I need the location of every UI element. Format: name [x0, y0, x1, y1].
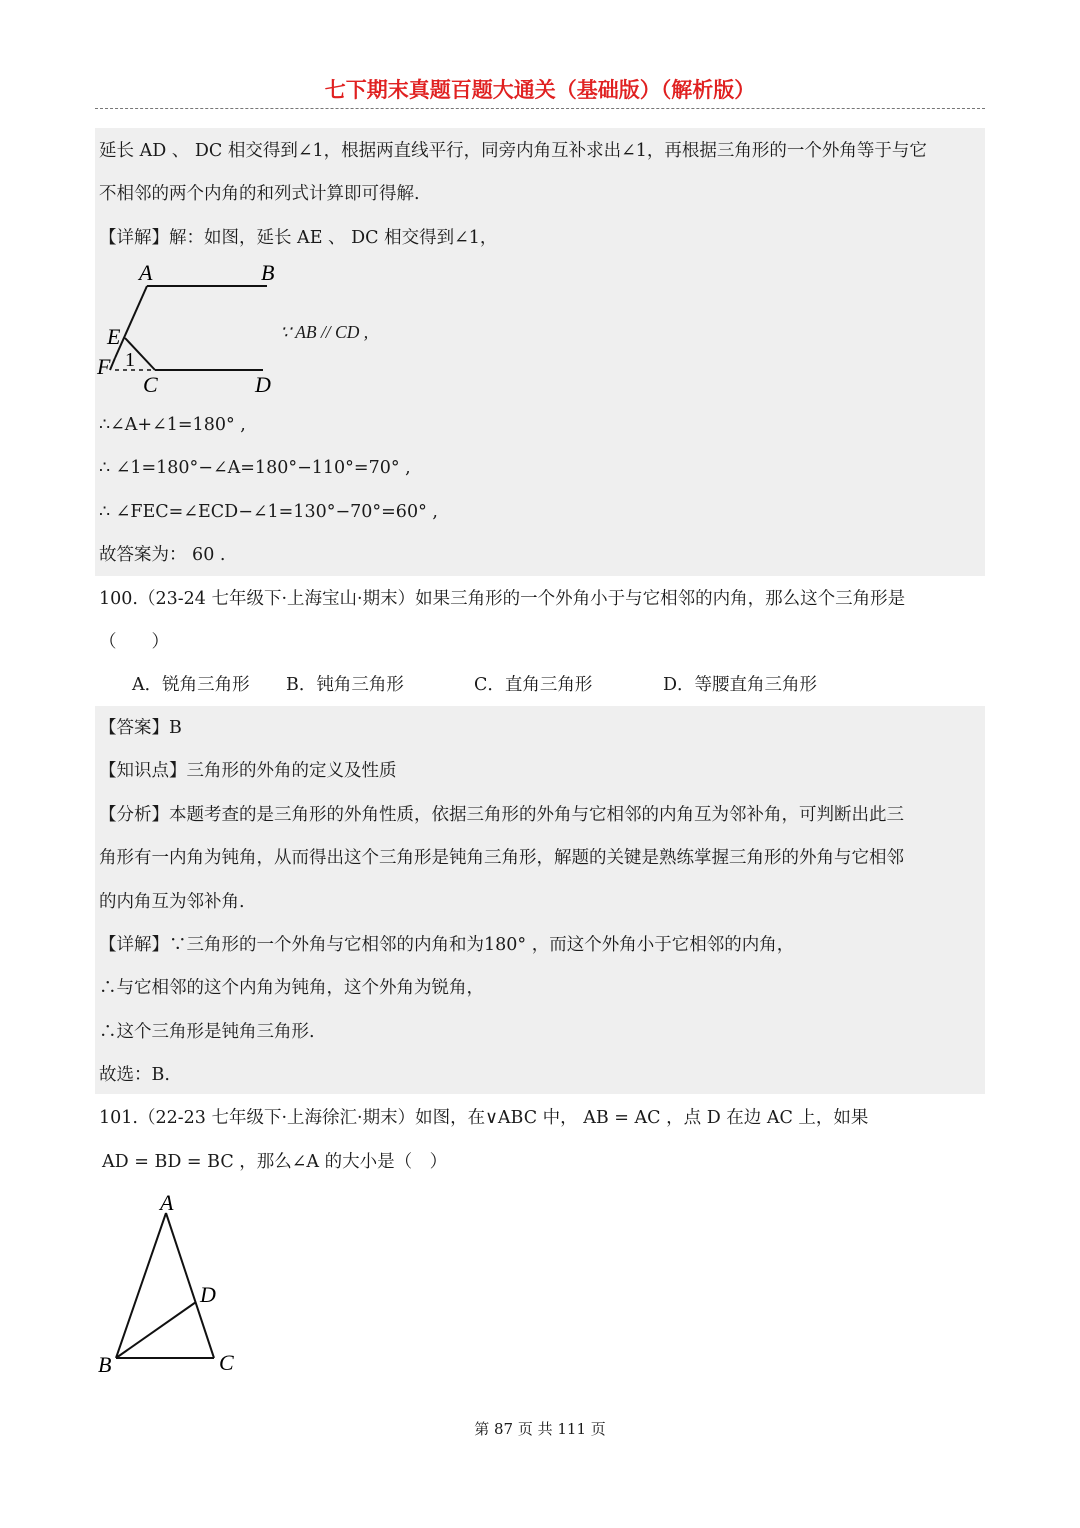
solution-step: ∴∠A+∠1=180° , [99, 415, 246, 435]
knowledge-point: 【知识点】三角形的外角的定义及性质 [99, 761, 397, 781]
option-d: D．等腰直角三角形 [663, 675, 818, 695]
detail-line: ∴与它相邻的这个内角为钝角，这个外角为锐角， [99, 978, 484, 998]
analysis-line: 的内角互为邻补角. [99, 892, 245, 912]
figure-label-e: E [107, 324, 121, 349]
figure-label-c: C [219, 1350, 234, 1375]
solution-step: ∴ ∠FEC=∠ECD−∠1=130°−70°=60° , [99, 502, 438, 522]
analysis-line: 角形有一内角为钝角，从而得出这个三角形是钝角三角形，解题的关键是熟练掌握三角形的外角与它相邻 [99, 848, 904, 868]
figure-parallel-lines [95, 258, 295, 398]
question-100-stem: 100.（23-24 七年级下·上海宝山·期末）如果三角形的一个外角小于与它相邻的内角，那么这个三角形是 [99, 589, 906, 609]
analysis-line: 【分析】本题考查的是三角形的外角性质，依据三角形的外角与它相邻的内角互为邻补角，可判断出此三 [99, 805, 904, 825]
question-101-stem-2: AD = BD = BC ，那么∠A 的大小是（ ） [102, 1152, 448, 1172]
detail-line: 【详解】∵三角形的一个外角与它相邻的内角和为180° ，而这个外角小于它相邻的内角， [99, 935, 795, 955]
page-header-title: 七下期末真题百题大通关（基础版）（解析版） [95, 74, 985, 109]
answer-line: 故答案为： 60 . [99, 545, 226, 565]
answer-label: 【答案】B [99, 718, 182, 738]
solution-step: ∴ ∠1=180°−∠A=180°−110°=70° , [99, 458, 411, 478]
option-c: C．直角三角形 [474, 675, 593, 695]
figure-label-angle-1: 1 [125, 349, 135, 371]
figure-label-f: F [97, 354, 111, 379]
figure-label-d: D [200, 1282, 216, 1307]
page-number-footer: 第 87 页 共 111 页 [474, 1420, 606, 1438]
detail-line: ∴这个三角形是钝角三角形. [99, 1022, 315, 1042]
figure-triangle-abc [92, 1188, 252, 1388]
choose-line: 故选：B. [99, 1065, 170, 1085]
figure-label-b: B [98, 1352, 112, 1377]
figure-label-a: A [139, 260, 153, 285]
because-statement: ∵ AB // CD , [280, 322, 369, 342]
solution-line: 延长 AD 、 DC 相交得到∠1，根据两直线平行，同旁内角互补求出∠1，再根据三角形的一个外角等于与它 [99, 141, 927, 161]
figure-label-b: B [261, 260, 275, 285]
figure-label-d: D [255, 372, 271, 397]
question-101-stem: 101.（22-23 七年级下·上海徐汇·期末）如图，在∨ABC 中， AB = AC ，点 D 在边 AC 上，如果 [99, 1108, 869, 1128]
option-a: A．锐角三角形 [132, 675, 250, 695]
solution-line: 不相邻的两个内角的和列式计算即可得解. [99, 184, 420, 204]
question-100-paren: （ ） [99, 632, 169, 652]
figure-label-c: C [143, 372, 158, 397]
figure-label-a: A [160, 1190, 174, 1215]
option-b: B．钝角三角形 [286, 675, 404, 695]
solution-line: 【详解】解：如图，延长 AE 、 DC 相交得到∠1， [99, 228, 498, 248]
